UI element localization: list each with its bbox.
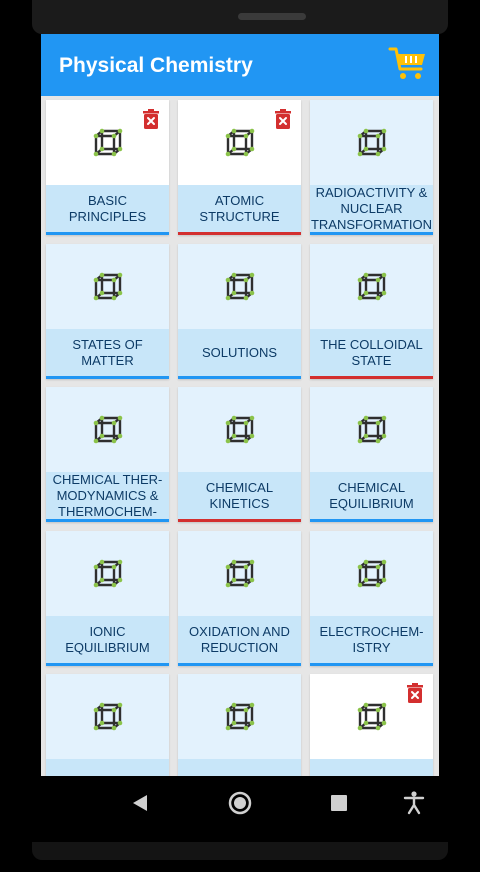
topic-label: ELECTROCHEM-ISTRY: [310, 616, 433, 664]
topic-icon-area: [178, 674, 301, 759]
crystal-lattice-icon: [93, 559, 123, 589]
topic-icon-area: [178, 244, 301, 329]
crystal-lattice-icon: [93, 272, 123, 302]
crystal-lattice-icon: [225, 702, 255, 732]
topic-icon-area: [46, 531, 169, 616]
topic-tile[interactable]: [310, 244, 433, 379]
crystal-lattice-icon: [357, 128, 387, 158]
crystal-lattice-icon: [93, 128, 123, 158]
topic-icon-area: [310, 531, 433, 616]
topic-underline: [178, 232, 301, 235]
topic-icon-area: [310, 100, 433, 185]
topic-icon-area: [310, 387, 433, 472]
topic-label: IONIC EQUILIBRIUM: [46, 616, 169, 664]
topic-tile[interactable]: [178, 244, 301, 379]
topic-icon-area: [46, 100, 169, 185]
crystal-lattice-icon: [225, 559, 255, 589]
app-bar: [41, 34, 439, 96]
topic-underline: [46, 663, 169, 666]
home-circle-icon[interactable]: [227, 790, 253, 816]
page-title: Physical Chemistry: [59, 54, 253, 77]
topic-label: CHEMICAL EQUILIBRIUM: [310, 472, 433, 520]
topic-underline: [310, 663, 433, 666]
topic-underline: [310, 232, 433, 235]
topic-icon-area: [178, 100, 301, 185]
topic-tile[interactable]: [46, 244, 169, 379]
shopping-cart-icon[interactable]: [389, 46, 427, 82]
topic-underline: [46, 232, 169, 235]
topic-icon-area: [310, 244, 433, 329]
topic-icon-area: [46, 387, 169, 472]
topic-label: SOLUTIONS: [178, 329, 301, 377]
delete-icon[interactable]: [143, 109, 159, 129]
delete-icon[interactable]: [407, 683, 423, 703]
topic-icon-area: [178, 531, 301, 616]
crystal-lattice-icon: [357, 559, 387, 589]
app-screen: [41, 34, 439, 776]
topic-tile[interactable]: [310, 387, 433, 522]
topic-label: STATES OF MATTER: [46, 329, 169, 377]
crystal-lattice-icon: [357, 415, 387, 445]
topic-icon-area: [178, 387, 301, 472]
topic-tile[interactable]: [310, 100, 433, 235]
topic-underline: [178, 519, 301, 522]
topic-underline: [178, 663, 301, 666]
earpiece-speaker: [238, 13, 306, 20]
topic-label: CHEMICAL THER-MODYNAMICS & THERMOCHEM-: [46, 472, 169, 520]
topic-label: CHEMICAL KINETICS: [178, 472, 301, 520]
crystal-lattice-icon: [357, 272, 387, 302]
topic-label: THE COLLOIDAL STATE: [310, 329, 433, 377]
topic-underline: [46, 376, 169, 379]
topic-tile[interactable]: [178, 100, 301, 235]
topic-label: RADIOACTIVITY & NUCLEAR TRANSFORMATION: [310, 185, 433, 232]
topic-tile[interactable]: [178, 387, 301, 522]
delete-icon[interactable]: [275, 109, 291, 129]
crystal-lattice-icon: [93, 415, 123, 445]
crystal-lattice-icon: [93, 702, 123, 732]
topic-underline: [310, 376, 433, 379]
crystal-lattice-icon: [225, 415, 255, 445]
topic-underline: [310, 519, 433, 522]
back-triangle-icon[interactable]: [130, 793, 150, 813]
topic-tile[interactable]: [46, 531, 169, 666]
topic-tile[interactable]: [46, 100, 169, 235]
topic-label: BASIC PRINCIPLES: [46, 185, 169, 233]
accessibility-icon[interactable]: [403, 791, 425, 815]
crystal-lattice-icon: [225, 128, 255, 158]
topic-underline: [46, 519, 169, 522]
topic-tile[interactable]: [310, 531, 433, 666]
topic-label: OXIDATION AND REDUCTION: [178, 616, 301, 664]
phone-bottom-bezel: [32, 842, 448, 860]
topic-icon-area: [46, 674, 169, 759]
topic-icon-area: [310, 674, 433, 759]
topic-tile[interactable]: [46, 387, 169, 522]
topic-underline: [178, 376, 301, 379]
topic-icon-area: [46, 244, 169, 329]
crystal-lattice-icon: [357, 702, 387, 732]
recents-square-icon[interactable]: [330, 794, 348, 812]
crystal-lattice-icon: [225, 272, 255, 302]
topic-label: ATOMIC STRUCTURE: [178, 185, 301, 233]
phone-top-bezel: [32, 0, 448, 34]
topic-tile[interactable]: [178, 531, 301, 666]
